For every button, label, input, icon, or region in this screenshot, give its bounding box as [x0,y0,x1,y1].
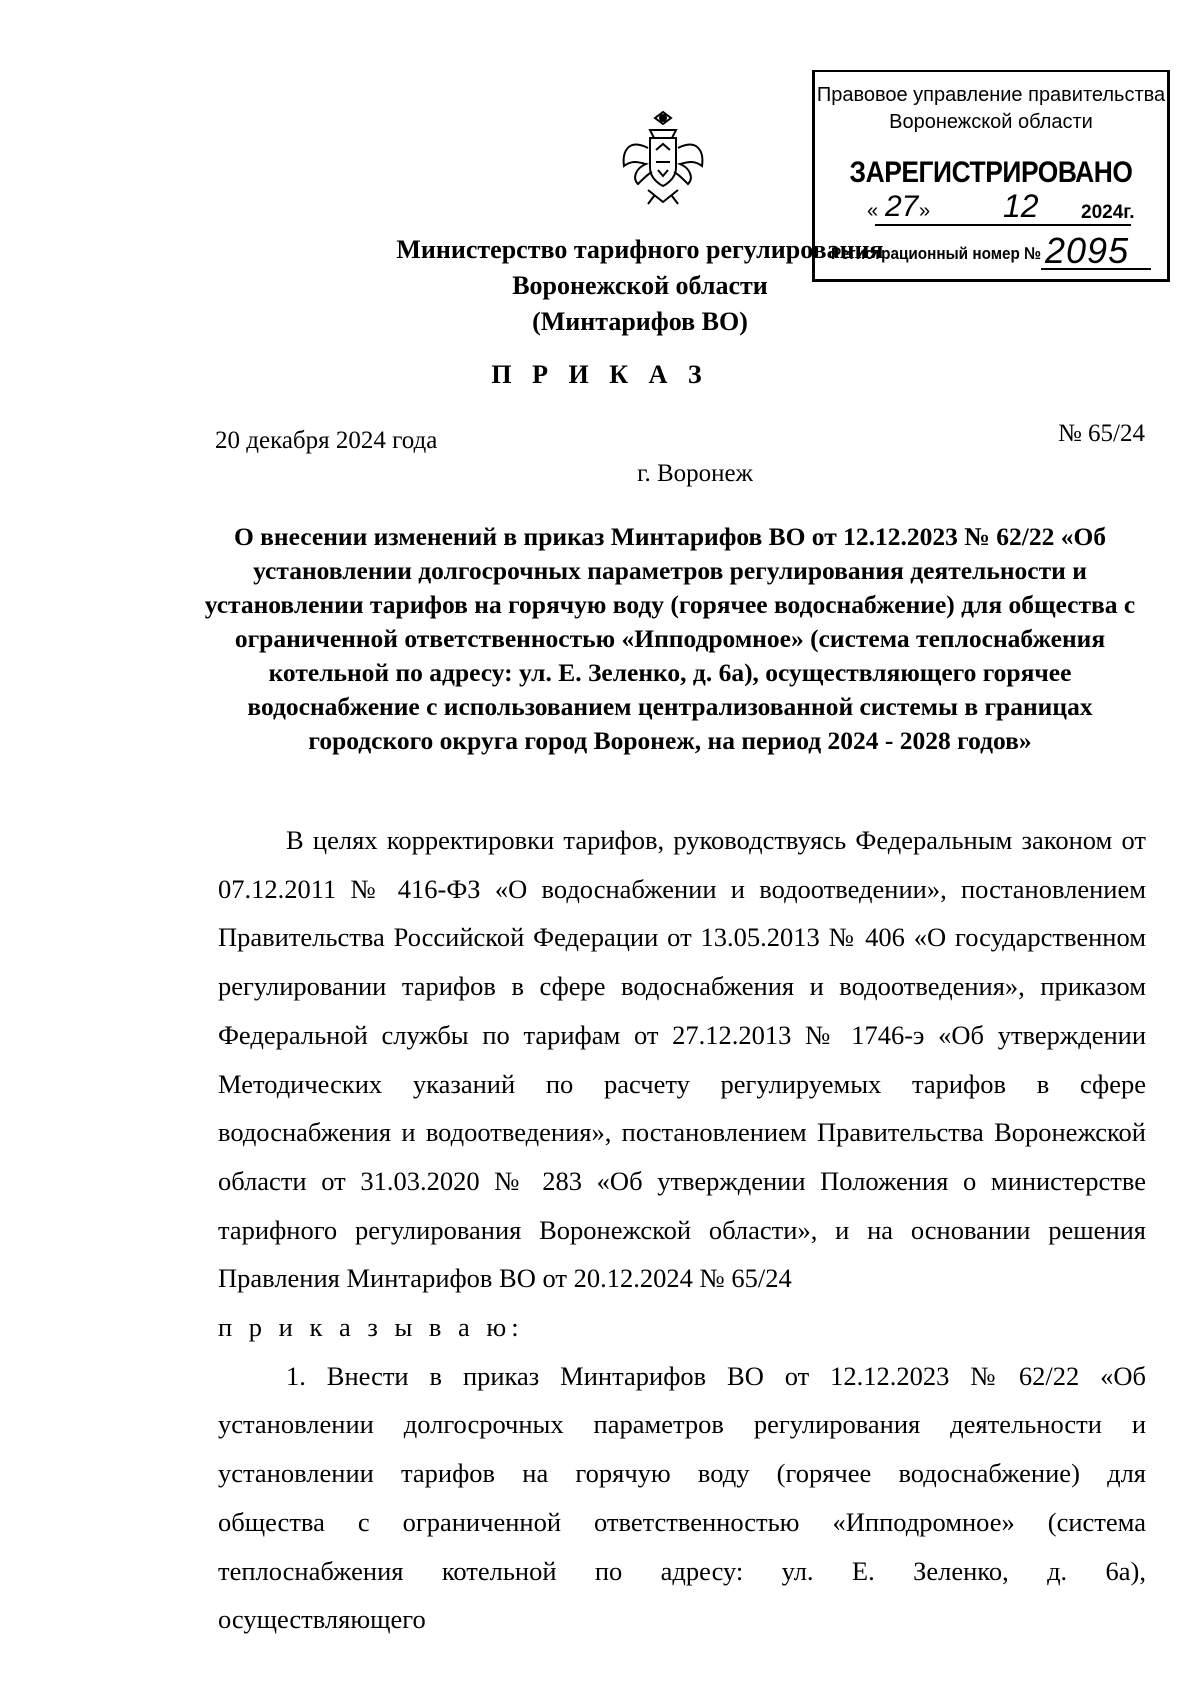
order-item-1: 1. Внести в приказ Минтарифов ВО от 12.12.2023 № 62/22 «Об установлении долгосрочных параметров регулирования деятельности и установлении тарифов на горячую воду (горячее водоснабжение) для общества с ограниченной ответственностью «Ипподромное» (система теплоснабжения котельной по адресу: ул. Е. Зеленко, д. 6а), осуществляющего [218,1360,1146,1635]
stamp-quote-open: « [867,200,879,222]
ministry-header [360,232,920,340]
stamp-date-line [875,224,1131,226]
stamp-org-line2: Воронежской области [889,111,1093,133]
document-city: г. Воронеж [637,460,753,487]
stamp-reg-number-line [1041,268,1151,270]
preamble-paragraph: В целях корректировки тарифов, руководствуясь Федеральным законом от 07.12.2011 № 416-ФЗ «О водоснабжении и водоотведении», постановлением Правительства Российской Федерации от 13.05.2013 № 406 «О государственном регулировании тарифов в сфере водоснабжения и водоотведения», приказом Федеральной службы по тарифам от 27.12.2013 № 1746-э «Об утверждении Методических указаний по расчету регулируемых тарифов в сфере водоснабжения и водоотведения», постановлением Правительства Воронежской области от 31.03.2020 № 283 «Об утверждении Положения о министерстве тарифного регулирования Воронежской области», и на основании решения Правления Минтарифов ВО от 20.12.2024 № 65/24 [218,825,1146,1294]
document-title: О внесении изменений в приказ Минтарифов ВО от 12.12.2023 № 62/22 «Об установлении долгосрочных параметров регулирования деятельности и установлении тарифов на горячую воду (горячее водоснабжение) для общества с ограниченной ответственностью «Ипподромное» (система теплоснабжения котельной по адресу: ул. Е. Зеленко, д. 6а), осуществляющего горячее водоснабжение с использованием централизованной системы в границах городского округа город Воронеж, на период 2024 - 2028 годов» [204,522,1136,755]
stamp-quote-close: » [919,200,931,222]
document-number: № 65/24 [1057,420,1145,447]
stamp-month: 12 [1003,188,1039,224]
document-type: П Р И К А З [491,360,709,389]
coat-of-arms-icon [618,108,708,208]
document-body [218,816,1146,1644]
order-word: п р и к а з ы в а ю: [218,1312,524,1343]
stamp-organization [815,82,1167,136]
stamp-reg-number: 2095 [1045,230,1130,271]
ministry-name-line1: Министерство тарифного регулирования [396,235,884,264]
ministry-name-abbr: (Минтарифов ВО) [532,307,748,336]
ministry-name-line2: Воронежской области [512,271,768,300]
stamp-reg-number-label: Регистрационный номер № [831,244,1042,263]
stamp-day: 27 [885,190,919,223]
stamp-year: 2024г. [1081,202,1135,223]
stamp-org-line1: Правовое управление правительства [816,84,1166,106]
document-date: 20 декабря 2024 года [215,427,438,454]
stamp-registered-label: ЗАРЕГИСТРИРОВАНО [849,156,1133,189]
